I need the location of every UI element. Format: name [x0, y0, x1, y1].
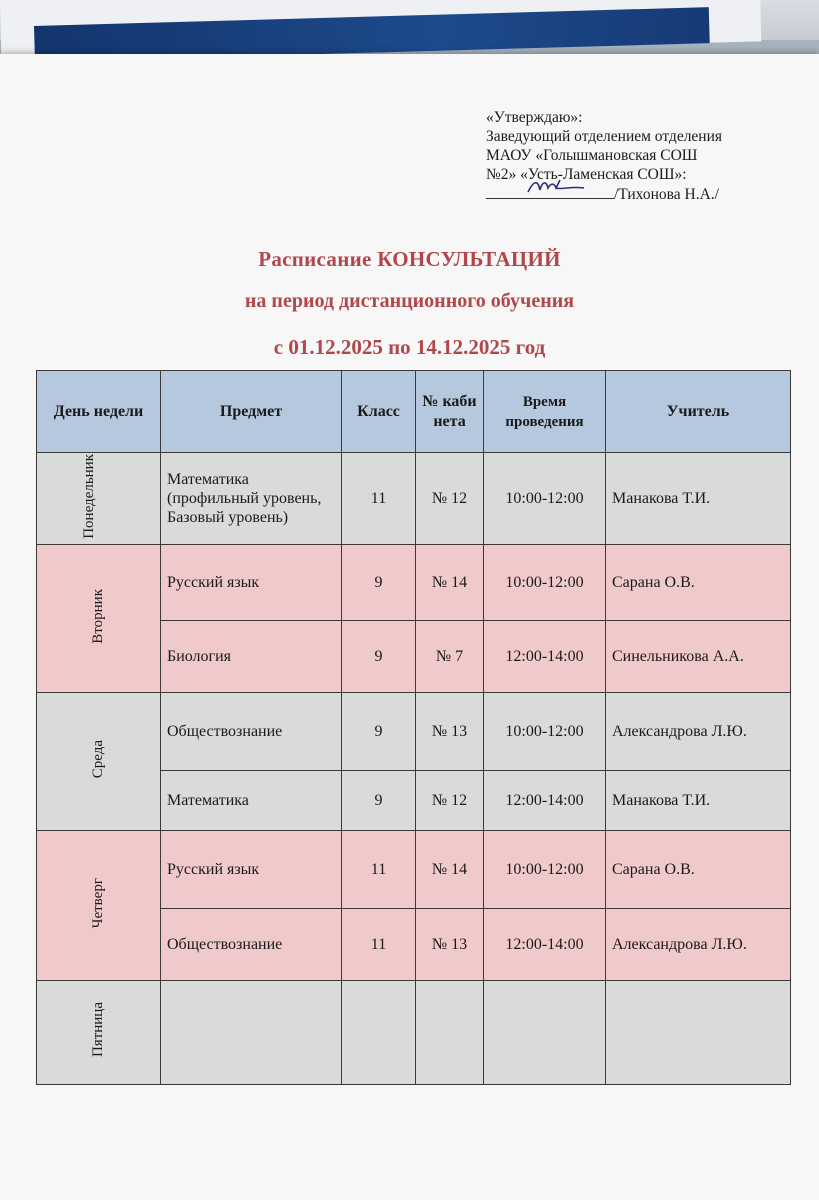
subject-cell: Математика (профильный уровень, Базовый уровень) — [161, 453, 342, 545]
room-cell: № 7 — [416, 621, 484, 693]
class-cell — [342, 981, 416, 1085]
table-row — [37, 693, 791, 771]
approval-block — [486, 108, 786, 204]
teacher-cell: Александрова Л.Ю. — [606, 909, 791, 981]
teacher-cell: Манакова Т.И. — [606, 453, 791, 545]
class-cell: 9 — [342, 693, 416, 771]
room-cell: № 13 — [416, 693, 484, 771]
time-cell: 10:00-12:00 — [484, 693, 606, 771]
subject-cell: Русский язык — [161, 545, 342, 621]
subject-cell — [161, 981, 342, 1085]
time-cell: 10:00-12:00 — [484, 831, 606, 909]
header-teacher: Учитель — [606, 371, 791, 453]
signature-line — [486, 184, 786, 204]
class-cell: 9 — [342, 771, 416, 831]
subject-cell: Обществознание — [161, 693, 342, 771]
header-day: День недели — [37, 371, 161, 453]
time-cell: 10:00-12:00 — [484, 453, 606, 545]
time-cell — [484, 981, 606, 1085]
subject-cell: Математика — [161, 771, 342, 831]
handwritten-signature — [526, 176, 586, 198]
teacher-cell: Манакова Т.И. — [606, 771, 791, 831]
day-wednesday: Среда — [37, 693, 161, 831]
day-monday: Понедельник — [37, 453, 161, 545]
day-friday: Пятница — [37, 981, 161, 1085]
teacher-cell — [606, 981, 791, 1085]
teacher-cell: Синельникова А.А. — [606, 621, 791, 693]
schedule-title: Расписание КОНСУЛЬТАЦИЙ — [258, 247, 561, 271]
schedule-table — [36, 370, 791, 1085]
subject-cell: Русский язык — [161, 831, 342, 909]
approval-line-2: Заведующий отделением отделения — [486, 128, 723, 145]
table-row — [37, 831, 791, 909]
subject-cell: Биология — [161, 621, 342, 693]
header-subject: Предмет — [161, 371, 342, 453]
header-time: Время проведения — [484, 371, 606, 453]
approval-line-1: «Утверждаю»: — [486, 109, 583, 126]
class-cell: 9 — [342, 545, 416, 621]
class-cell: 11 — [342, 909, 416, 981]
teacher-cell: Александрова Л.Ю. — [606, 693, 791, 771]
table-row — [37, 981, 791, 1085]
class-cell: 11 — [342, 831, 416, 909]
subject-cell: Обществознание — [161, 909, 342, 981]
room-cell: № 14 — [416, 545, 484, 621]
day-tuesday: Вторник — [37, 545, 161, 693]
teacher-cell: Сарана О.В. — [606, 545, 791, 621]
header-class: Класс — [342, 371, 416, 453]
class-cell: 11 — [342, 453, 416, 545]
time-cell: 12:00-14:00 — [484, 909, 606, 981]
time-cell: 10:00-12:00 — [484, 545, 606, 621]
table-row — [37, 545, 791, 621]
room-cell — [416, 981, 484, 1085]
class-cell: 9 — [342, 621, 416, 693]
table-row — [37, 453, 791, 545]
signer-name: /Тихонова Н.А./ — [614, 186, 719, 203]
signature-underline — [486, 184, 614, 199]
room-cell: № 12 — [416, 453, 484, 545]
time-cell: 12:00-14:00 — [484, 621, 606, 693]
time-cell: 12:00-14:00 — [484, 771, 606, 831]
approval-line-3: МАОУ «Голышмановская СОШ — [486, 147, 698, 164]
room-cell: № 12 — [416, 771, 484, 831]
room-cell: № 14 — [416, 831, 484, 909]
table-header-row — [37, 371, 791, 453]
header-room: № каби нета — [416, 371, 484, 453]
schedule-period: с 01.12.2025 по 14.12.2025 год — [273, 335, 546, 359]
room-cell: № 13 — [416, 909, 484, 981]
day-thursday: Четверг — [37, 831, 161, 981]
schedule-subtitle: на период дистанционного обучения — [244, 290, 575, 312]
approval-line-4: №2» «Усть-Ламенская СОШ»: — [486, 166, 687, 183]
teacher-cell: Сарана О.В. — [606, 831, 791, 909]
